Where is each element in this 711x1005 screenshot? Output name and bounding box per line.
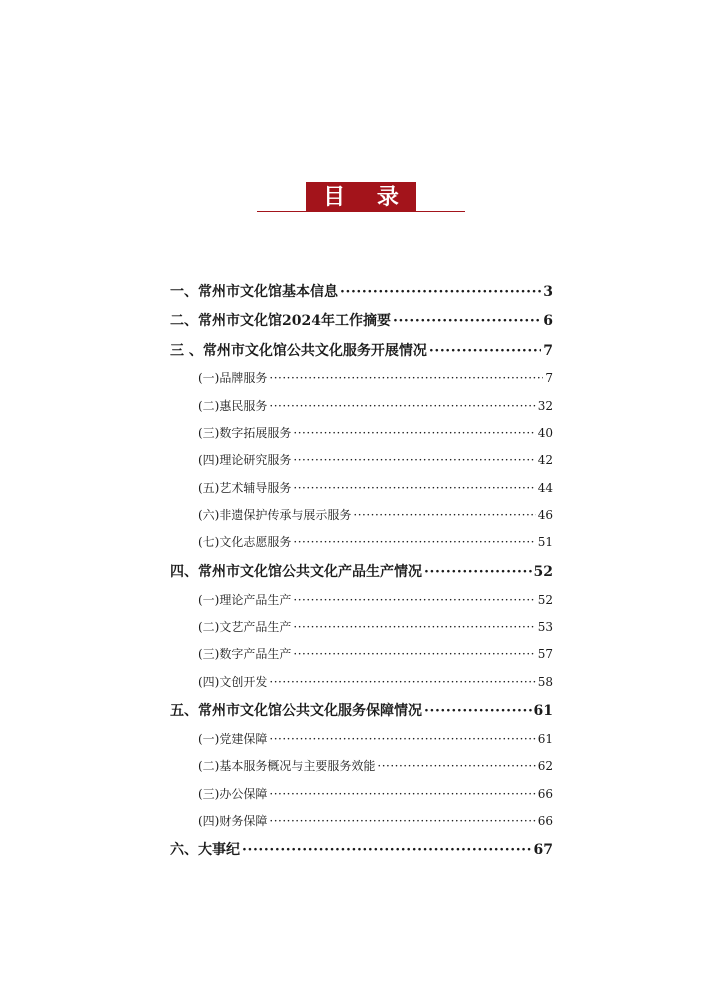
- dot-leader: [293, 645, 535, 663]
- toc-subentry[interactable]: [198, 479, 553, 497]
- toc-entry-page: 52: [533, 564, 553, 580]
- toc-subentry-page: 32: [537, 399, 553, 413]
- toc-subentry[interactable]: [198, 645, 553, 663]
- toc-entry-page: 3: [543, 284, 553, 300]
- toc-entry[interactable]: [170, 310, 553, 332]
- toc-subentry-label: (二)文艺产品生产: [198, 620, 292, 634]
- toc-entry-label: 四、常州市文化馆公共文化产品生产情况: [170, 564, 422, 580]
- toc-subentry[interactable]: [198, 506, 553, 524]
- toc-subentry[interactable]: [198, 424, 553, 442]
- toc-entry-label: 二、常州市文化馆2024年工作摘要: [170, 313, 391, 329]
- toc-subentry-label: (三)数字产品生产: [198, 647, 292, 661]
- dot-leader: [269, 369, 543, 387]
- toc-entry-label: 六、大事纪: [170, 842, 240, 858]
- toc-subentry-page: 52: [537, 593, 553, 607]
- dot-leader: [269, 673, 535, 691]
- dot-leader: [293, 424, 535, 442]
- toc-subentry-label: (四)理论研究服务: [198, 453, 292, 467]
- toc-subentry-label: (一)品牌服务: [198, 371, 268, 385]
- toc-subentry-label: (三)数字拓展服务: [198, 426, 292, 440]
- toc-entry[interactable]: [170, 700, 553, 722]
- dot-leader: [293, 451, 535, 469]
- dot-leader: [269, 730, 535, 748]
- dot-leader: [340, 281, 541, 303]
- toc-subentry-page: 44: [537, 481, 553, 495]
- toc-entry[interactable]: [170, 561, 553, 583]
- toc-subentry-label: (七)文化志愿服务: [198, 535, 292, 549]
- toc-subentry-page: 61: [537, 732, 553, 746]
- toc-subentry[interactable]: [198, 673, 553, 691]
- toc-subentry-page: 58: [537, 675, 553, 689]
- toc-subentry-label: (二)惠民服务: [198, 399, 268, 413]
- toc-subentry-page: 51: [537, 535, 553, 549]
- dot-leader: [429, 340, 541, 362]
- toc-subentry-label: (四)文创开发: [198, 675, 268, 689]
- dot-leader: [269, 812, 535, 830]
- toc-entry-label: 五、常州市文化馆公共文化服务保障情况: [170, 703, 422, 719]
- toc-subentry[interactable]: [198, 757, 553, 775]
- toc-subentry-label: (六)非遗保护传承与展示服务: [198, 508, 352, 522]
- toc-subentry-page: 7: [545, 371, 553, 385]
- toc-subentry-label: (四)财务保障: [198, 814, 268, 828]
- dot-leader: [377, 757, 535, 775]
- toc-subentry-page: 62: [537, 759, 553, 773]
- toc-subentry[interactable]: [198, 785, 553, 803]
- toc-entry-page: 67: [533, 842, 553, 858]
- dot-leader: [293, 533, 535, 551]
- toc-subentry[interactable]: [198, 533, 553, 551]
- toc-subentry[interactable]: [198, 812, 553, 830]
- toc-entry-page: 7: [543, 343, 553, 359]
- toc-subentry-page: 66: [537, 787, 553, 801]
- toc-subentry[interactable]: [198, 397, 553, 415]
- toc-subentry-page: 40: [537, 426, 553, 440]
- dot-leader: [293, 591, 535, 609]
- toc-subentry-label: (二)基本服务概况与主要服务效能: [198, 759, 376, 773]
- toc-entry-label: 一、常州市文化馆基本信息: [170, 284, 338, 300]
- toc-subentry-page: 42: [537, 453, 553, 467]
- dot-leader: [269, 397, 535, 415]
- dot-leader: [393, 310, 541, 332]
- dot-leader: [269, 785, 535, 803]
- toc-subentry-label: (一)党建保障: [198, 732, 268, 746]
- toc-subentry[interactable]: [198, 730, 553, 748]
- toc-subentry-label: (一)理论产品生产: [198, 593, 292, 607]
- toc-subentry[interactable]: [198, 618, 553, 636]
- toc-entry[interactable]: [170, 839, 553, 861]
- dot-leader: [242, 839, 532, 861]
- toc-heading: [0, 180, 711, 220]
- toc-entry-label: 三 、常州市文化馆公共文化服务开展情况: [170, 343, 427, 359]
- toc-subentry[interactable]: [198, 591, 553, 609]
- toc-subentry-page: 66: [537, 814, 553, 828]
- dot-leader: [424, 561, 532, 583]
- toc-subentry-page: 53: [537, 620, 553, 634]
- toc-title: 目 录: [306, 182, 416, 212]
- toc-subentry[interactable]: [198, 369, 553, 387]
- toc-subentry-label: (五)艺术辅导服务: [198, 481, 292, 495]
- toc-entry-page: 61: [533, 703, 553, 719]
- toc-subentry[interactable]: [198, 451, 553, 469]
- dot-leader: [353, 506, 535, 524]
- dot-leader: [424, 700, 532, 722]
- dot-leader: [293, 618, 535, 636]
- toc-subentry-page: 57: [537, 647, 553, 661]
- toc-entry[interactable]: [170, 340, 553, 362]
- toc-entry-page: 6: [543, 313, 553, 329]
- dot-leader: [293, 479, 535, 497]
- toc-entry[interactable]: [170, 281, 553, 303]
- title-underline: [257, 211, 465, 212]
- toc-subentry-page: 46: [537, 508, 553, 522]
- toc-subentry-label: (三)办公保障: [198, 787, 268, 801]
